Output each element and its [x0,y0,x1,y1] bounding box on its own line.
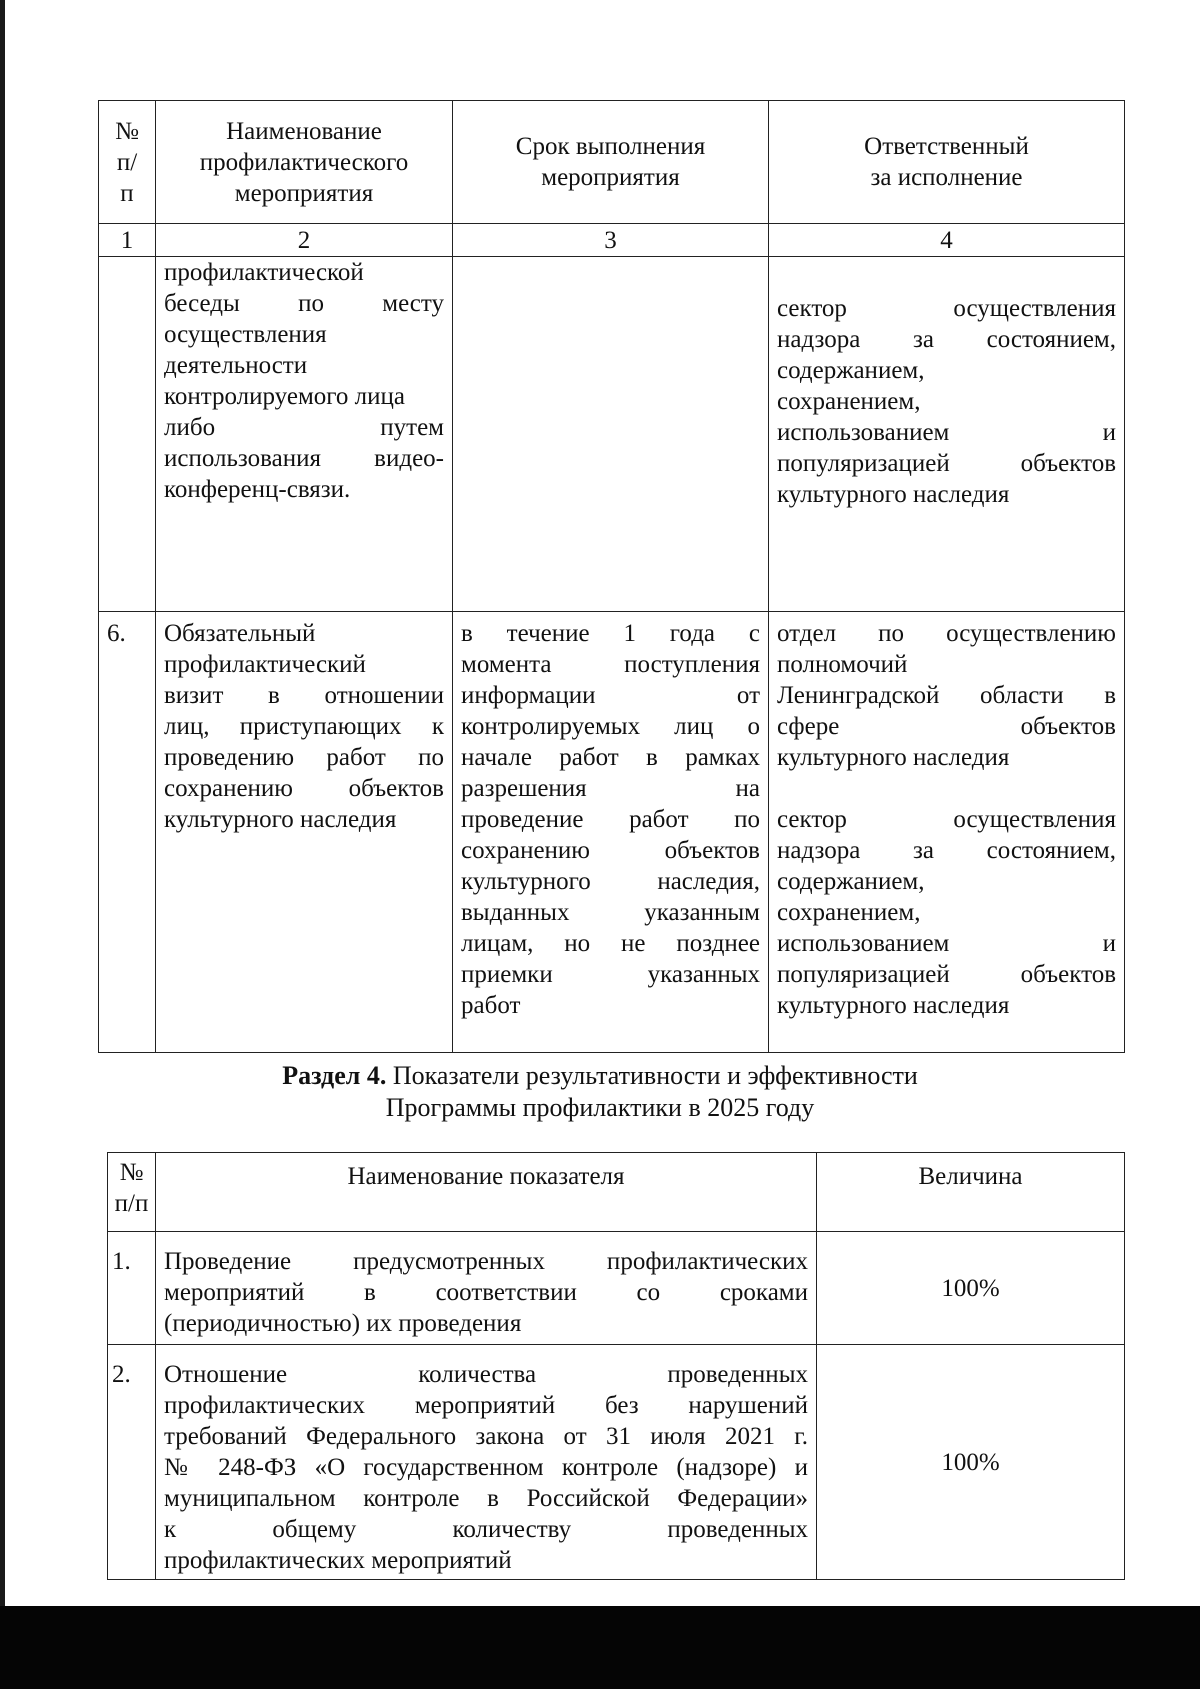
text-line: проведению работ по [164,744,444,771]
plan-header-row [99,101,1125,224]
plan-header-responsible: Ответственный за исполнение [769,101,1125,224]
text-line: профилактических мероприятий [164,1547,512,1574]
section-4-title-line2: Программы профилактики в 2025 году [385,1093,815,1122]
text-line: выданных указанным [461,899,760,926]
text-line: использованием и [777,930,1116,957]
plan-colnum-4: 4 [769,224,1125,257]
text-line: начале работ в рамках [461,744,760,771]
kpi-header-row [108,1153,1125,1232]
kpi-row-2 [108,1345,1125,1580]
text-line: содержанием, [777,868,925,895]
text-line: информации от [461,682,760,709]
text-line: полномочий [777,651,908,678]
text-line: либо путем [164,414,444,441]
text-line: культурного наследия, [461,868,760,895]
prevention-plan-table [98,100,1125,1053]
kpi-row-1-num: 1. [108,1232,156,1345]
text-line: беседы по месту [164,290,444,317]
text-line: проведение работ по [461,806,760,833]
text-line: сохранению объектов [461,837,760,864]
plan-row-6-responsible [769,612,1125,1053]
text-line: (периодичностью) их проведения [164,1310,522,1337]
plan-row-continued-term [453,257,769,612]
plan-row-6 [99,612,1125,1053]
text-line: требований Федерального закона от 31 июля 2021 г. [164,1423,808,1450]
kpi-row-2-num: 2. [108,1345,156,1580]
text-line: визит в отношении [164,682,444,709]
text-line: популяризацией объектов [777,961,1116,988]
text-line: в течение 1 года с [461,620,760,647]
plan-row-continued [99,257,1125,612]
plan-header-num: № п/ п [99,101,156,224]
text-line: культурного наследия [777,744,1010,771]
plan-header-term: Срок выполнения мероприятия [453,101,769,224]
plan-row-6-num: 6. [99,612,156,1053]
plan-row-continued-num [99,257,156,612]
text-line: культурного наследия [164,806,397,833]
plan-row-6-name [156,612,453,1053]
kpi-row-2-name [156,1345,817,1580]
plan-row-continued-responsible [769,257,1125,612]
text-line: лицам, но не позднее [461,930,760,957]
section-4-title-line1: Показатели результативности и эффективности [386,1061,918,1090]
section-4-heading-line1 [0,1060,1200,1092]
plan-row-6-term [453,612,769,1053]
text-line: деятельности [164,352,308,379]
text-line: Ленинградской области в [777,682,1116,709]
plan-colnum-2: 2 [156,224,453,257]
scan-bottom-band [0,1606,1200,1689]
text-line: профилактических мероприятий без нарушений [164,1392,808,1419]
plan-colnum-3: 3 [453,224,769,257]
text-line: использованием и [777,419,1116,446]
text-line: момента поступления [461,651,760,678]
text-line: мероприятий в соответствии со сроками [164,1279,808,1306]
plan-row-continued-name [156,257,453,612]
kpi-row-1-value: 100% [817,1232,1125,1345]
kpi-header-value: Величина [817,1153,1125,1232]
text-line: сохранению объектов [164,775,444,802]
text-line: приемки указанных [461,961,760,988]
text-line: надзора за состоянием, [777,326,1116,353]
text-line: контролируемых лиц о [461,713,760,740]
kpi-row-2-value: 100% [817,1345,1125,1580]
text-line: использования видео- [164,445,444,472]
spacer [777,773,1116,804]
text-line: Обязательный [164,620,316,647]
scan-left-edge [0,0,5,1606]
text-line: сектор осуществления [777,295,1116,322]
text-line: надзора за состоянием, [777,837,1116,864]
text-line: конференц-связи. [164,476,351,503]
text-line: сфере объектов [777,713,1116,740]
text-line: Отношение количества проведенных [164,1361,808,1388]
text-line: осуществления [164,321,327,348]
section-4-label: Раздел 4. [282,1061,387,1090]
text-line: культурного наследия [777,481,1010,508]
kpi-row-1 [108,1232,1125,1345]
text-line: работ [461,992,521,1019]
text-line: сектор осуществления [777,806,1116,833]
plan-header-name: Наименование профилактического мероприятия [156,101,453,224]
kpi-row-1-name [156,1232,817,1345]
text-line: муниципальном контроле в Российской Федерации» [164,1485,808,1512]
section-4-heading [0,1060,1200,1124]
text-line: № 248-ФЗ «О государственном контроле (надзоре) и [164,1454,808,1481]
text-line: профилактический [164,651,366,678]
text-line: популяризацией объектов [777,450,1116,477]
text-line: культурного наследия [777,992,1010,1019]
text-line: Проведение предусмотренных профилактических [164,1248,808,1275]
text-line: сохранением, [777,899,921,926]
text-line: лиц, приступающих к [164,713,444,740]
text-line: контролируемого лица [164,383,405,410]
text-line: сохранением, [777,388,921,415]
text-line: к общему количеству проведенных [164,1516,808,1543]
text-line: профилактической [164,259,364,286]
text-line: разрешения на [461,775,760,802]
text-line: отдел по осуществлению [777,620,1116,647]
plan-colnum-1: 1 [99,224,156,257]
text-line: содержанием, [777,357,925,384]
kpi-table [107,1152,1125,1580]
kpi-header-name: Наименование показателя [156,1153,817,1232]
plan-column-numbers-row [99,224,1125,257]
kpi-header-num: № п/п [108,1153,156,1232]
